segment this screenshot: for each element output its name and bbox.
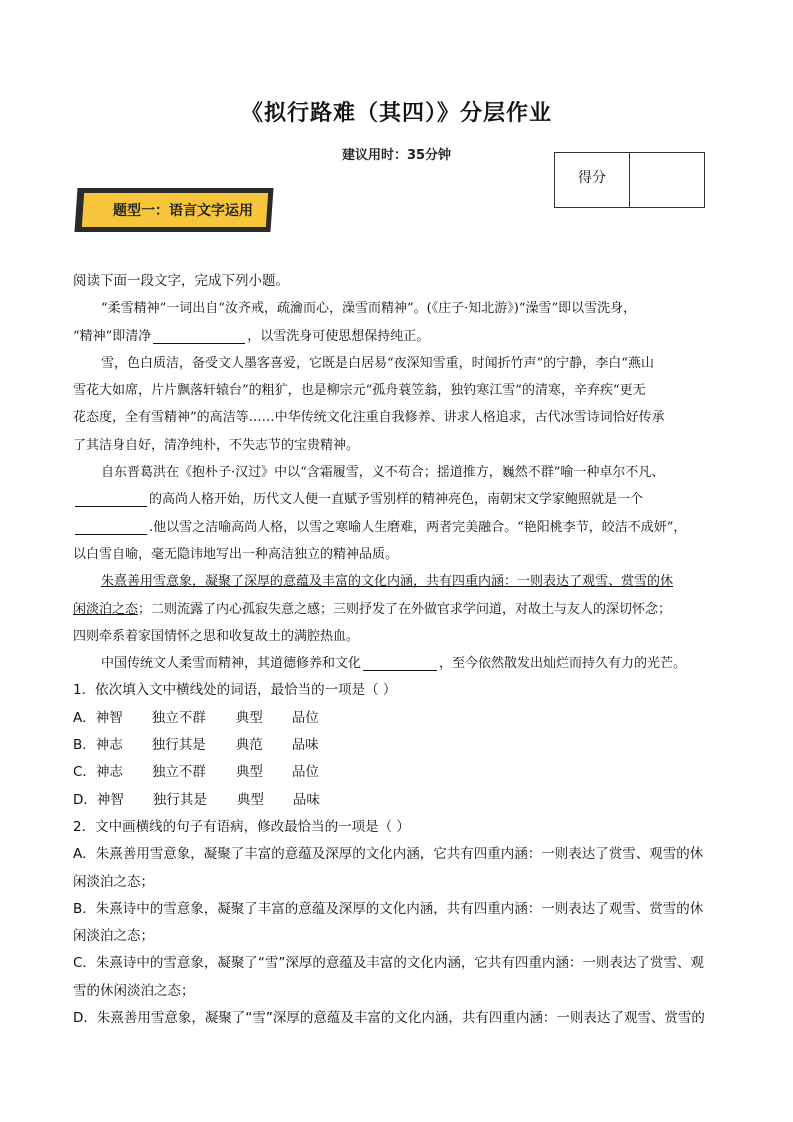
time-hint: 建议用时：35分钟	[341, 148, 452, 163]
fill-blank[interactable]	[153, 329, 245, 344]
option-word: 品位	[291, 709, 319, 726]
section-banner	[76, 188, 272, 232]
question-1-option-c[interactable]	[73, 759, 723, 786]
option-word: 神智	[96, 791, 124, 808]
passage-line: 四则牵系着家国情怀之思和收复故土的满腔热血。	[73, 628, 360, 644]
fill-blank[interactable]	[75, 520, 147, 535]
score-box	[554, 152, 705, 208]
passage-line: 以白雪自喻，毫无隐讳地写出一种高洁独立的精神品质。	[73, 546, 399, 562]
option-word: 典型	[235, 709, 263, 726]
option-letter: D．	[73, 791, 97, 808]
option-word: 神志	[95, 764, 123, 781]
passage-text: ，至今依然散发出灿烂而持久有力的光芒。	[439, 656, 687, 672]
question-2-option-d[interactable]: D．朱熹善用雪意象，凝聚了“雪”深厚的意蕴及丰富的文化内涵，共有四重内涵：一则表达了观雪、赏雪的	[73, 1010, 705, 1027]
passage-text: ；二则流露了内心孤寂失意之感；三则抒发了在外做官求学问道，对故土与友人的深切怀念；	[138, 601, 672, 617]
passage-line	[73, 514, 723, 541]
score-value-cell	[630, 153, 704, 207]
question-2-option-a[interactable]: A．朱熹善用雪意象，凝聚了丰富的意蕴及深厚的文化内涵，它共有四重内涵：一则表达了赏雪、观雪的休	[73, 846, 704, 863]
passage-line: 雪花大如席，片片飘落轩辕台”的粗犷，也是柳宗元“孤舟蓑笠翁，独钓寒江雪”的清寒，辛弃疾“更无	[73, 383, 646, 399]
score-label: 得分	[555, 153, 630, 207]
option-word: 神志	[95, 737, 123, 754]
section-title: 题型一：语言文字运用	[113, 203, 253, 219]
exercise-content	[73, 268, 723, 1032]
question-1-option-b[interactable]	[73, 732, 723, 759]
option-word: 品味	[291, 737, 319, 754]
underlined-sentence: 闲淡泊之态	[73, 601, 139, 617]
option-word: 典范	[235, 737, 263, 754]
option-word: 独立不群	[151, 709, 206, 726]
question-2-option-a-cont[interactable]: 闲淡泊之态；	[73, 873, 154, 890]
passage-line	[73, 596, 723, 623]
option-letter: A．	[73, 709, 96, 726]
passage-line: 花态度，全有雪精神”的高洁等……中华传统文化注重自我修养、讲求人格追求，古代冰雪诗词恰好传承	[73, 410, 665, 426]
passage-text: .他以雪之洁喻高尚人格，以雪之寒喻人生磨难，两者完美融合。“艳阳桃李节，皎洁不成妍”，	[149, 519, 687, 535]
question-2-option-c[interactable]: C．朱熹诗中的雪意象，凝聚了“雪”深厚的意蕴及丰富的文化内涵，它共有四重内涵：一则表达了赏雪、观	[73, 955, 704, 972]
fill-blank[interactable]	[363, 656, 437, 671]
question-1-option-d[interactable]	[73, 787, 723, 814]
passage-line	[73, 650, 723, 677]
question-2-option-b-cont[interactable]: 闲淡泊之态；	[73, 928, 154, 945]
passage-line	[73, 486, 723, 513]
option-word: 神智	[95, 709, 123, 726]
passage-line: 自东晋葛洪在《抱朴子·汉过》中以“含霜履雪，义不苟合；揺道推方，巍然不群”喻一种卓尔不凡、	[101, 465, 665, 481]
option-word: 典型	[235, 764, 263, 781]
passage-line: “柔雪精神”一词出自“汝齐戒，疏瀹而心，澡雪而精神”。(《庄子·知北游》)“澡雪”即以雪洗身，	[101, 301, 637, 317]
passage-text: 的高尚人格开始，历代文人便一直赋予雪别样的精神亮色，南朝宋文学家鲍照就是一个	[149, 492, 644, 508]
question-1-stem: 1．依次填入文中横线处的词语，最恰当的一项是（ ）	[73, 682, 397, 699]
intro-text: 阅读下面一段文字，完成下列小题。	[73, 273, 289, 289]
passage-line: 了其洁身自好，清净纯朴，不失志节的宝贵精神。	[73, 437, 360, 453]
option-word: 独行其是	[152, 791, 207, 808]
option-letter: C．	[73, 764, 96, 781]
passage-text: ，以雪洗身可使思想保持纯正。	[247, 328, 430, 344]
fill-blank[interactable]	[75, 492, 147, 507]
question-1-option-a[interactable]	[73, 705, 723, 732]
passage-line: 雪，色白质洁，备受文人墨客喜爱，它既是白居易“夜深知雪重，时闻折竹声”的宁静，李白“燕山	[101, 355, 654, 371]
question-2-option-c-cont[interactable]: 雪的休闲淡泊之态；	[73, 982, 195, 999]
page-title: 《拟行路难（其四）》分层作业	[240, 101, 552, 126]
option-word: 独立不群	[151, 764, 206, 781]
question-2-option-b[interactable]: B．朱熹诗中的雪意象，凝聚了丰富的意蕴及深厚的文化内涵，共有四重内涵：一则表达了观雪、赏雪的休	[73, 900, 704, 917]
option-word: 品位	[291, 764, 319, 781]
passage-text: “精神”即清净	[73, 328, 152, 344]
underlined-sentence: 朱熹善用雪意象，凝聚了深厚的意蕴及丰富的文化内涵，共有四重内涵：一则表达了观雪、赏雪的休	[101, 574, 674, 590]
option-letter: B．	[73, 737, 96, 754]
option-word: 独行其是	[151, 737, 206, 754]
passage-text: 中国传统文人柔雪而精神，其道德修养和文化	[101, 656, 362, 672]
option-word: 品味	[292, 791, 320, 808]
question-2-stem: 2．文中画横线的句子有语病，修改最恰当的一项是（ ）	[73, 818, 410, 835]
passage-line	[73, 323, 723, 350]
option-word: 典型	[236, 791, 264, 808]
